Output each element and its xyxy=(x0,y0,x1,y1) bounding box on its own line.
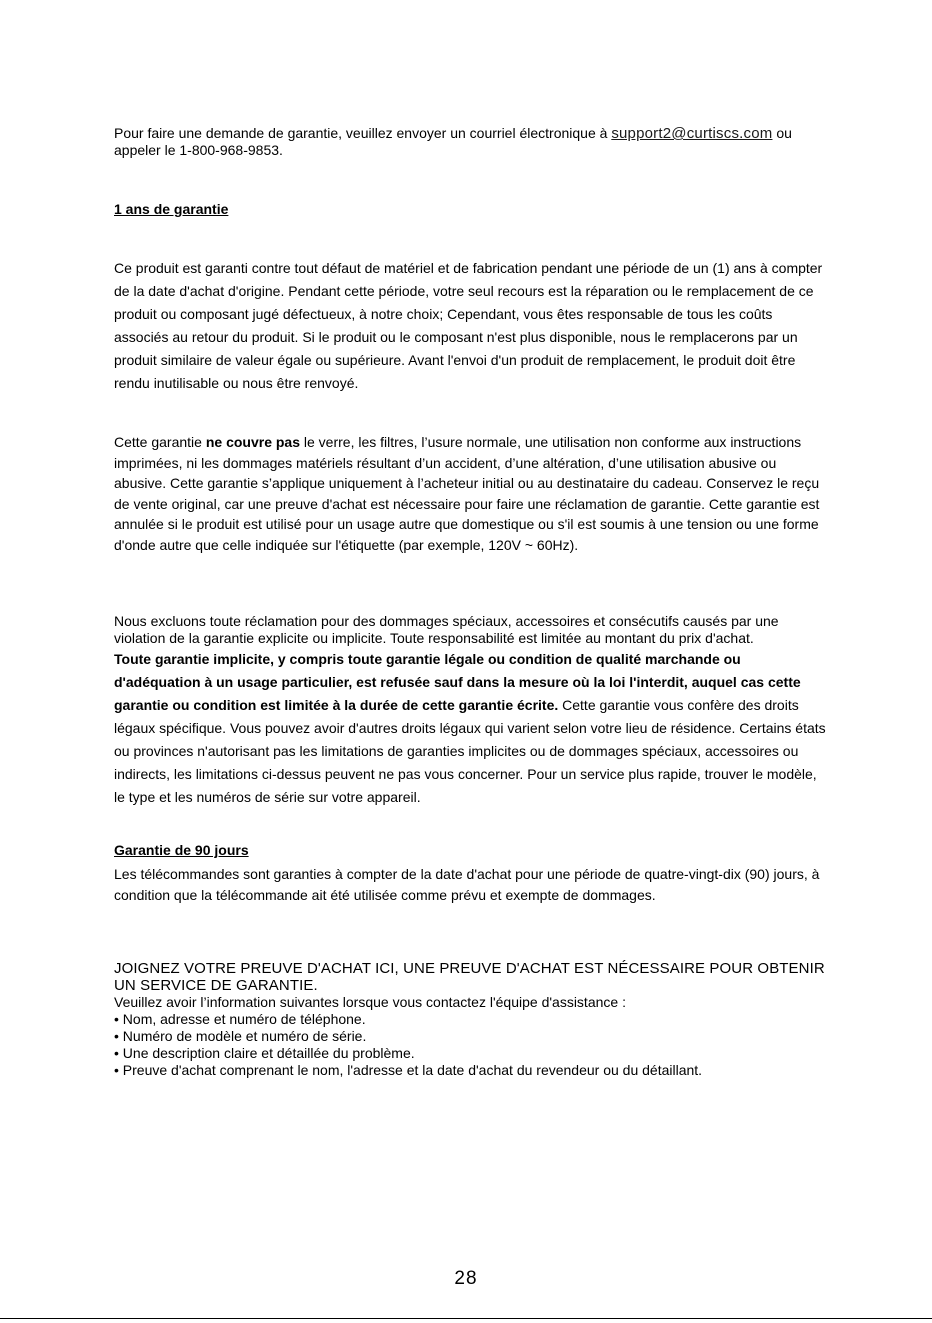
heading-90-day-warranty: Garantie de 90 jours xyxy=(114,842,249,858)
intro-phone-text: ou appeler le 1-800-968-9853. xyxy=(114,125,792,158)
heading-1-year-warranty: 1 ans de garantie xyxy=(114,201,229,217)
support-email-link[interactable]: support2@curtiscs.com xyxy=(611,125,773,142)
support-info-intro: Veuillez avoir l’information suivantes lorsque vous contactez l'équipe d'assistance : xyxy=(114,994,626,1010)
intro-paragraph xyxy=(114,125,830,159)
implied-warranty-bold: Toute garantie implicite, y compris toute garantie légale ou condition de qualité marchande ou d'adéquation à un usage particulier, est refusée sauf dans la mesure où la loi l'interdit, auquel cas cette garantie ou condition est limitée à la durée de cette garantie écrite. xyxy=(114,651,801,713)
warranty-coverage-paragraph: Ce produit est garanti contre tout défaut de matériel et de fabrication pendant une période de un (1) ans à compter de la date d'achat d'origine. Pendant cette période, votre seul recours est la réparation ou le remplacement de ce produit ou composant jugé défectueux, à notre choix; Cependant, vous êtes responsable de tous les coûts associés au retour du produit. Si le produit ou le composant n'est plus disponible, nous le remplacerons par un produit similaire de valeur égale ou supérieure. Avant l'envoi d'un produit de remplacement, le produit doit être rendu inutilisable ou nous être renvoyé. xyxy=(114,260,823,391)
not-covered-emphasis: ne couvre pas xyxy=(205,434,300,450)
list-item: • Numéro de modèle et numéro de série. xyxy=(114,1028,367,1044)
exclusions-paragraph: Cette garantie ne couvre pas le verre, les filtres, l’usure normale, une utilisation non conforme aux instructions imprimées, ni les dommages matériels résultant d’un accident, d’une altération, d’une utilisation abusive ou abusive. Cette garantie s’applique uniquement à l’acheteur initial ou au destinataire du cadeau. Conservez le reçu de vente original, car une preuve d'achat est nécessaire pour faire une réclamation de garantie. Cette garantie est annulée si le produit est utilisé pour un usage autre que domestique ou s'il est soumis à une tension ou une forme d'onde autre que celle indiquée sur l'étiquette (par exemple, 120V ~ 60Hz). xyxy=(114,434,820,553)
proof-of-purchase-heading: JOIGNEZ VOTRE PREUVE D'ACHAT ICI, UNE PREUVE D'ACHAT EST NÉCESSAIRE POUR OBTENIR UN SERVICE DE GARANTIE. xyxy=(114,960,825,994)
intro-text: Pour faire une demande de garantie, veuillez envoyer un courriel électronique à xyxy=(114,125,612,141)
list-item: • Preuve d'achat comprenant le nom, l'adresse et la date d'achat du revendeur ou du détaillant. xyxy=(114,1062,703,1078)
page-number: 28 xyxy=(454,1268,478,1289)
implied-warranty-paragraph: Toute garantie implicite, y compris toute garantie légale ou condition de qualité marchande ou d'adéquation à un usage particulier, est refusée sauf dans la mesure où la loi l'interdit, auquel cas cette garantie ou condition est limitée à la durée de cette garantie écrite. Cette garantie vous confère des droits légaux spécifique. Vous pouvez avoir d'autres droits légaux qui varient selon votre lieu de résidence. Certains états ou provinces n'autorisant pas les limitations de garanties implicites ou de dommages spéciaux, accessoires ou indirects, les limitations ci-dessus peuvent ne pas vous concerner. Pour un service plus rapide, trouver le modèle, le type et les numéros de série sur votre appareil. xyxy=(114,651,826,805)
remote-warranty-paragraph: Les télécommandes sont garanties à compter de la date d'achat pour une période de quatre-vingt-dix (90) jours, à condition que la télécommande ait été utilisée comme prévu et exempte de dommages. xyxy=(114,866,820,903)
list-item: • Une description claire et détaillée du problème. xyxy=(114,1045,415,1061)
list-item: • Nom, adresse et numéro de téléphone. xyxy=(114,1011,366,1027)
damages-exclusion-paragraph: Nous excluons toute réclamation pour des dommages spéciaux, accessoires et consécutifs causés par une violation de la garantie explicite ou implicite. Toute responsabilité est limitée au montant du prix d'achat. xyxy=(114,613,779,646)
proof-of-purchase-block xyxy=(114,960,834,1079)
bottom-rule xyxy=(0,1318,932,1319)
